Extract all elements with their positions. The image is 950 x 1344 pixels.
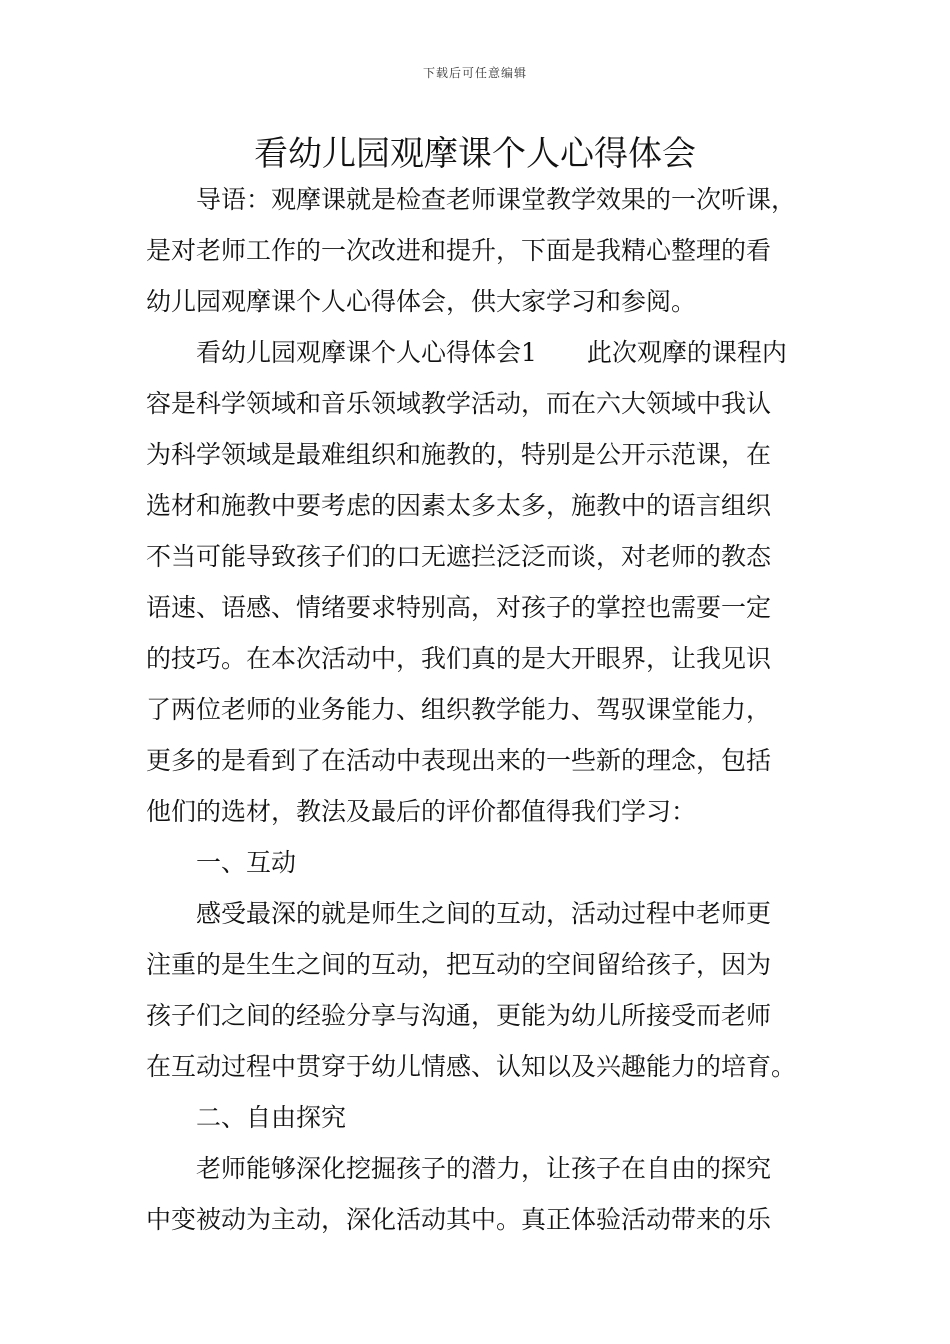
paragraph-line: 是对老师工作的一次改进和提升，下面是我精心整理的看 xyxy=(146,236,772,265)
paragraph-line: 的技巧。在本次活动中，我们真的是大开眼界，让我见识 xyxy=(146,644,772,673)
paragraph-line: 导语：观摩课就是检查老师课堂教学效果的一次听课， xyxy=(196,185,797,214)
paragraph-line: 语速、语感、情绪要求特别高，对孩子的掌控也需要一定 xyxy=(146,593,772,622)
paragraph-line: 中变被动为主动，深化活动其中。真正体验活动带来的乐 xyxy=(146,1205,772,1234)
document-body xyxy=(146,174,814,1245)
paragraph-line: 老师能够深化挖掘孩子的潜力，让孩子在自由的探究 xyxy=(196,1154,772,1183)
paragraph-line: 了两位老师的业务能力、组织教学能力、驾驭课堂能力， xyxy=(146,695,772,724)
paragraph-line: 幼儿园观摩课个人心得体会，供大家学习和参阅。 xyxy=(146,287,697,316)
paragraph-line: 更多的是看到了在活动中表现出来的一些新的理念，包括 xyxy=(146,746,772,775)
paragraph-line: 容是科学领域和音乐领域教学活动，而在六大领域中我认 xyxy=(146,389,772,418)
paragraph-line: 他们的选材，教法及最后的评价都值得我们学习： xyxy=(146,797,697,826)
paragraph-line: 选材和施教中要考虑的因素太多太多，施教中的语言组织 xyxy=(146,491,772,520)
paragraph-line: 在互动过程中贯穿于幼儿情感、认知以及兴趣能力的培育。 xyxy=(146,1052,797,1081)
paragraph-line: 为科学领域是最难组织和施教的，特别是公开示范课，在 xyxy=(146,440,772,469)
section-heading: 一、互动 xyxy=(196,848,297,877)
paragraph-line: 看幼儿园观摩课个人心得体会1 此次观摩的课程内 xyxy=(196,338,787,367)
header-note: 下载后可任意编辑 xyxy=(422,66,527,80)
paragraph-line: 不当可能导致孩子们的口无遮拦泛泛而谈，对老师的教态 xyxy=(146,542,772,571)
paragraph-line: 注重的是生生之间的互动，把互动的空间留给孩子，因为 xyxy=(146,950,772,979)
document-title: 看幼儿园观摩课个人心得体会 xyxy=(254,134,696,174)
paragraph-line: 孩子们之间的经验分享与沟通，更能为幼儿所接受而老师 xyxy=(146,1001,772,1030)
paragraph-line: 感受最深的就是师生之间的互动，活动过程中老师更 xyxy=(196,899,772,928)
section-heading: 二、自由探究 xyxy=(196,1103,347,1132)
